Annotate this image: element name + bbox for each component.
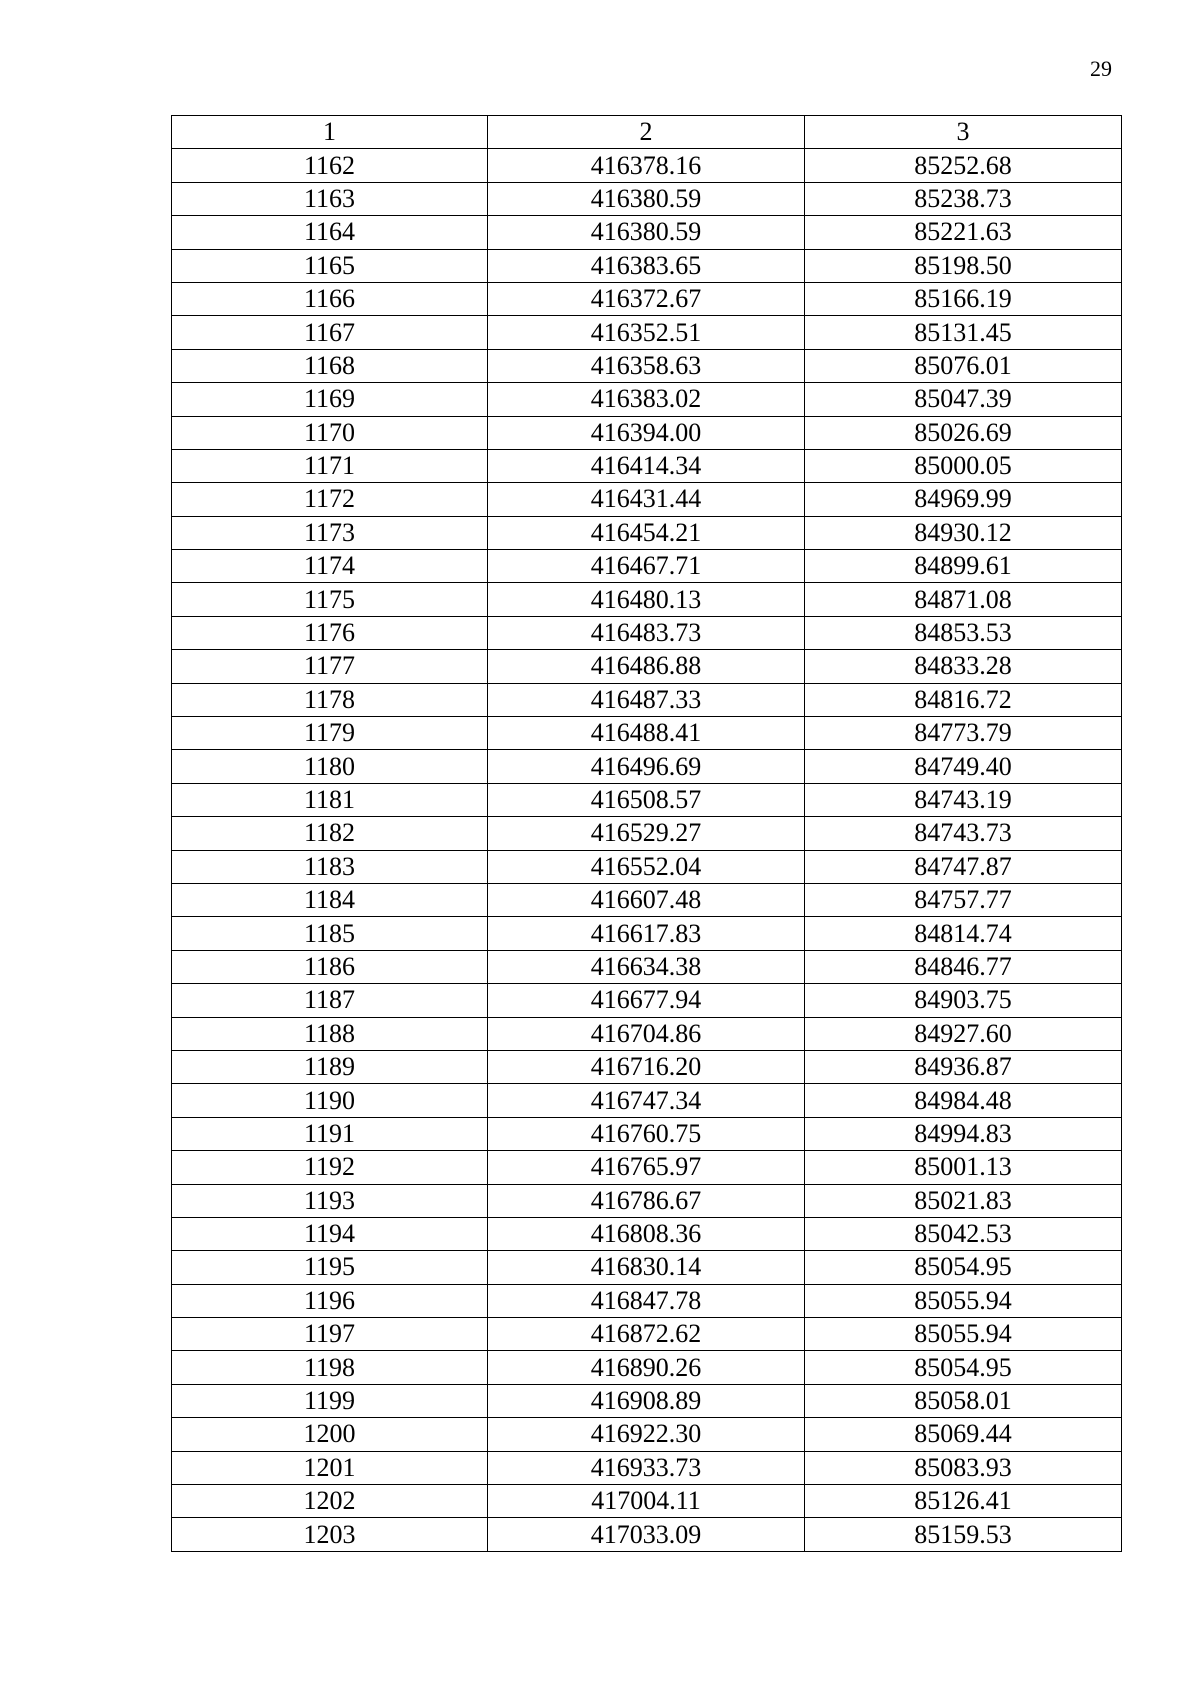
table-row [172, 383, 1122, 416]
table-cell: 1183 [172, 850, 488, 883]
table-cell: 1163 [172, 182, 488, 215]
table-row [172, 182, 1122, 215]
table-row [172, 717, 1122, 750]
table-cell: 416617.83 [488, 917, 805, 950]
table-cell: 416552.04 [488, 850, 805, 883]
table-cell: 416933.73 [488, 1451, 805, 1484]
table-cell: 416890.26 [488, 1351, 805, 1384]
table-cell: 416380.59 [488, 216, 805, 249]
table-cell: 1184 [172, 883, 488, 916]
table-cell: 84903.75 [805, 984, 1122, 1017]
table-cell: 416378.16 [488, 149, 805, 182]
table-cell: 416922.30 [488, 1418, 805, 1451]
table-cell: 84871.08 [805, 583, 1122, 616]
table-cell: 1191 [172, 1117, 488, 1150]
table-row [172, 1518, 1122, 1551]
table-cell: 416372.67 [488, 282, 805, 315]
table-cell: 1173 [172, 516, 488, 549]
table-cell: 85054.95 [805, 1351, 1122, 1384]
table-cell: 1202 [172, 1485, 488, 1518]
table-cell: 85159.53 [805, 1518, 1122, 1551]
table-cell: 84814.74 [805, 917, 1122, 950]
table-cell: 416383.02 [488, 383, 805, 416]
table-cell: 416414.34 [488, 449, 805, 482]
table-cell: 1166 [172, 282, 488, 315]
table-cell: 416508.57 [488, 783, 805, 816]
table-cell: 84743.73 [805, 817, 1122, 850]
table-cell: 416760.75 [488, 1117, 805, 1150]
table-row [172, 817, 1122, 850]
header-row [172, 116, 1122, 149]
table-row [172, 650, 1122, 683]
table-cell: 416808.36 [488, 1217, 805, 1250]
table-cell: 416467.71 [488, 550, 805, 583]
table-row [172, 616, 1122, 649]
table-cell: 416483.73 [488, 616, 805, 649]
table-row [172, 550, 1122, 583]
table-cell: 84936.87 [805, 1050, 1122, 1083]
table-cell: 85076.01 [805, 349, 1122, 382]
table-cell: 84816.72 [805, 683, 1122, 716]
table-cell: 1190 [172, 1084, 488, 1117]
table-cell: 1199 [172, 1384, 488, 1417]
table-row [172, 249, 1122, 282]
table-cell: 85126.41 [805, 1485, 1122, 1518]
coordinates-table [171, 115, 1122, 1552]
table-row [172, 1418, 1122, 1451]
table-row [172, 683, 1122, 716]
table-header [172, 116, 1122, 149]
table-cell: 416704.86 [488, 1017, 805, 1050]
table-row [172, 1050, 1122, 1083]
table-cell: 416529.27 [488, 817, 805, 850]
table-row [172, 216, 1122, 249]
table-cell: 416380.59 [488, 182, 805, 215]
table-row [172, 1318, 1122, 1351]
table-cell: 1201 [172, 1451, 488, 1484]
table-cell: 416454.21 [488, 516, 805, 549]
table-cell: 417004.11 [488, 1485, 805, 1518]
table-cell: 84927.60 [805, 1017, 1122, 1050]
table-cell: 84853.53 [805, 616, 1122, 649]
table-cell: 1192 [172, 1151, 488, 1184]
table-cell: 1168 [172, 349, 488, 382]
table-cell: 416488.41 [488, 717, 805, 750]
table-cell: 1171 [172, 449, 488, 482]
table-cell: 1175 [172, 583, 488, 616]
table-cell: 84994.83 [805, 1117, 1122, 1150]
table-cell: 1193 [172, 1184, 488, 1217]
table-row [172, 1217, 1122, 1250]
table-cell: 1186 [172, 950, 488, 983]
table-row [172, 1384, 1122, 1417]
table-cell: 85000.05 [805, 449, 1122, 482]
table-cell: 85069.44 [805, 1418, 1122, 1451]
table-row [172, 783, 1122, 816]
table-cell: 417033.09 [488, 1518, 805, 1551]
table-cell: 1167 [172, 316, 488, 349]
table-row [172, 1084, 1122, 1117]
table-row [172, 516, 1122, 549]
table-row [172, 750, 1122, 783]
table-cell: 1174 [172, 550, 488, 583]
table-row [172, 349, 1122, 382]
table-cell: 1203 [172, 1518, 488, 1551]
table-cell: 85058.01 [805, 1384, 1122, 1417]
table-cell: 84773.79 [805, 717, 1122, 750]
table-cell: 1170 [172, 416, 488, 449]
table-cell: 85055.94 [805, 1318, 1122, 1351]
table-cell: 84743.19 [805, 783, 1122, 816]
page-number: 29 [1090, 56, 1112, 81]
table-cell: 85021.83 [805, 1184, 1122, 1217]
table-cell: 416431.44 [488, 483, 805, 516]
table-row [172, 1351, 1122, 1384]
table-cell: 416496.69 [488, 750, 805, 783]
table-cell: 1197 [172, 1318, 488, 1351]
table-cell: 416394.00 [488, 416, 805, 449]
table-row [172, 1151, 1122, 1184]
table-row [172, 1117, 1122, 1150]
table-cell: 84984.48 [805, 1084, 1122, 1117]
table-cell: 416872.62 [488, 1318, 805, 1351]
table-cell: 85198.50 [805, 249, 1122, 282]
table-cell: 1195 [172, 1251, 488, 1284]
table-row [172, 416, 1122, 449]
table-cell: 416908.89 [488, 1384, 805, 1417]
table-row [172, 1485, 1122, 1518]
table-row [172, 583, 1122, 616]
table-row [172, 316, 1122, 349]
table-cell: 416747.34 [488, 1084, 805, 1117]
table-cell: 1180 [172, 750, 488, 783]
table-row [172, 1184, 1122, 1217]
table-row [172, 449, 1122, 482]
table-cell: 85055.94 [805, 1284, 1122, 1317]
table-cell: 416487.33 [488, 683, 805, 716]
table-cell: 85047.39 [805, 383, 1122, 416]
table-cell: 416352.51 [488, 316, 805, 349]
table-row [172, 149, 1122, 182]
table-cell: 1181 [172, 783, 488, 816]
table-cell: 416634.38 [488, 950, 805, 983]
table-cell: 84749.40 [805, 750, 1122, 783]
table-cell: 1179 [172, 717, 488, 750]
table-cell: 1176 [172, 616, 488, 649]
table-cell: 85042.53 [805, 1217, 1122, 1250]
table-cell: 416480.13 [488, 583, 805, 616]
table-cell: 1187 [172, 984, 488, 1017]
table-cell: 1177 [172, 650, 488, 683]
table-cell: 1189 [172, 1050, 488, 1083]
table-cell: 416786.67 [488, 1184, 805, 1217]
table-cell: 416677.94 [488, 984, 805, 1017]
table-cell: 85166.19 [805, 282, 1122, 315]
table-cell: 1172 [172, 483, 488, 516]
table-row [172, 850, 1122, 883]
table-cell: 84833.28 [805, 650, 1122, 683]
table-cell: 84747.87 [805, 850, 1122, 883]
table-row [172, 917, 1122, 950]
table-cell: 1196 [172, 1284, 488, 1317]
column-header-1: 1 [172, 116, 488, 149]
table-cell: 1165 [172, 249, 488, 282]
table-cell: 84846.77 [805, 950, 1122, 983]
table-cell: 85238.73 [805, 182, 1122, 215]
table-row [172, 883, 1122, 916]
table-cell: 1164 [172, 216, 488, 249]
table-cell: 416486.88 [488, 650, 805, 683]
table-cell: 416847.78 [488, 1284, 805, 1317]
table-cell: 85026.69 [805, 416, 1122, 449]
table-cell: 1178 [172, 683, 488, 716]
table-row [172, 950, 1122, 983]
table-row [172, 1451, 1122, 1484]
table-cell: 85252.68 [805, 149, 1122, 182]
table-cell: 1182 [172, 817, 488, 850]
table-cell: 416830.14 [488, 1251, 805, 1284]
table-cell: 85083.93 [805, 1451, 1122, 1484]
table-cell: 1194 [172, 1217, 488, 1250]
table-cell: 1185 [172, 917, 488, 950]
table-body [172, 149, 1122, 1551]
table-row [172, 282, 1122, 315]
table-cell: 85054.95 [805, 1251, 1122, 1284]
table-cell: 85221.63 [805, 216, 1122, 249]
table-row [172, 483, 1122, 516]
table-row [172, 1251, 1122, 1284]
table-cell: 1200 [172, 1418, 488, 1451]
table-row [172, 984, 1122, 1017]
table-cell: 85131.45 [805, 316, 1122, 349]
table-cell: 84757.77 [805, 883, 1122, 916]
table-cell: 416358.63 [488, 349, 805, 382]
column-header-2: 2 [488, 116, 805, 149]
table-cell: 1188 [172, 1017, 488, 1050]
table-cell: 416716.20 [488, 1050, 805, 1083]
table-row [172, 1017, 1122, 1050]
table-cell: 84930.12 [805, 516, 1122, 549]
table-cell: 416607.48 [488, 883, 805, 916]
table-cell: 416765.97 [488, 1151, 805, 1184]
table-cell: 84969.99 [805, 483, 1122, 516]
table-cell: 85001.13 [805, 1151, 1122, 1184]
column-header-3: 3 [805, 116, 1122, 149]
table-cell: 1169 [172, 383, 488, 416]
table-cell: 416383.65 [488, 249, 805, 282]
table-row [172, 1284, 1122, 1317]
table-cell: 1198 [172, 1351, 488, 1384]
table-cell: 1162 [172, 149, 488, 182]
table-cell: 84899.61 [805, 550, 1122, 583]
